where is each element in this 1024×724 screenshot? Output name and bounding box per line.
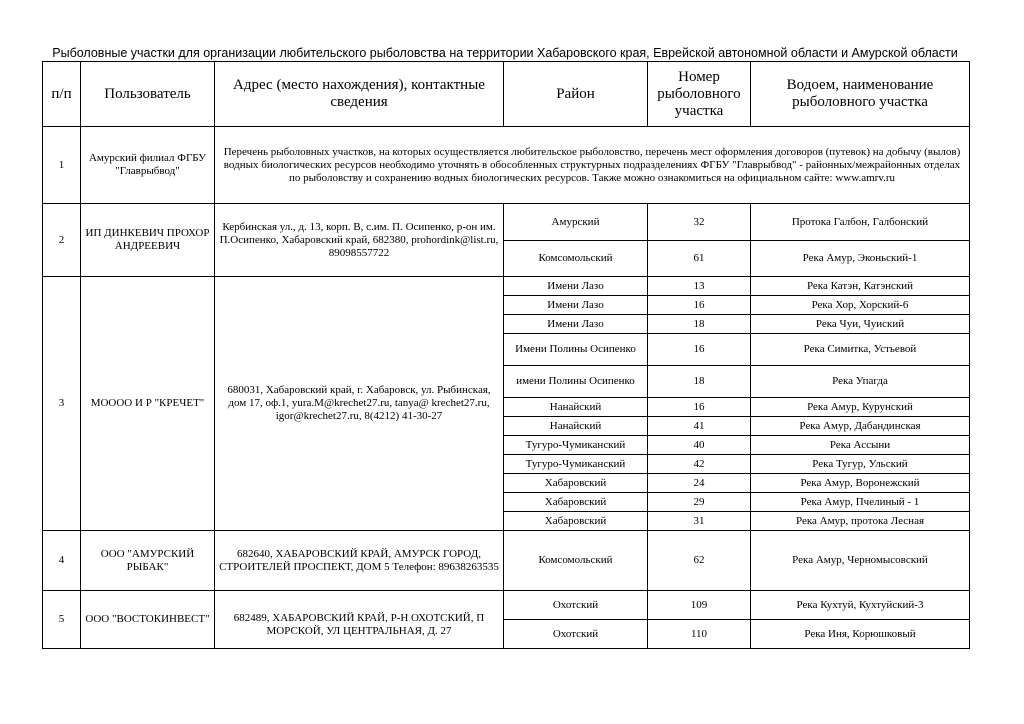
water-cell: Река Амур, протока Лесная	[751, 512, 970, 531]
water-cell: Река Амур, Черномысовский	[751, 531, 970, 591]
user-name: Амурский филиал ФГБУ "Главрыбвод"	[81, 127, 215, 204]
district-cell: Комсомольский	[504, 241, 648, 277]
plot-number-cell: 62	[648, 531, 751, 591]
row-number: 5	[43, 591, 81, 649]
address-cell: 682640, ХАБАРОВСКИЙ КРАЙ, АМУРСК ГОРОД, СТРОИТЕЛЕЙ ПРОСПЕКТ, ДОМ 5 Телефон: 89638263535	[215, 531, 504, 591]
header-user: Пользователь	[81, 62, 215, 127]
plot-number-cell: 42	[648, 455, 751, 474]
table-row	[43, 531, 970, 591]
row-number: 3	[43, 277, 81, 531]
table-row	[43, 277, 970, 296]
row-number: 4	[43, 531, 81, 591]
plot-number-cell: 18	[648, 315, 751, 334]
district-cell: Имени Лазо	[504, 296, 648, 315]
plot-number-cell: 61	[648, 241, 751, 277]
district-cell: Хабаровский	[504, 474, 648, 493]
water-cell: Река Катэн, Катэнский	[751, 277, 970, 296]
row-number: 2	[43, 204, 81, 277]
district-cell: Нанайский	[504, 398, 648, 417]
water-cell: Река Амур, Пчелиный - 1	[751, 493, 970, 512]
address-cell: 682489, ХАБАРОВСКИЙ КРАЙ, Р-Н ОХОТСКИЙ, П МОРСКОЙ, УЛ ЦЕНТРАЛЬНАЯ, Д. 27	[215, 591, 504, 649]
plot-number-cell: 16	[648, 334, 751, 366]
table-row	[43, 127, 970, 204]
plot-number-cell: 32	[648, 204, 751, 241]
water-cell: Река Амур, Воронежский	[751, 474, 970, 493]
header-district: Район	[504, 62, 648, 127]
user-name: ИП ДИНКЕВИЧ ПРОХОР АНДРЕЕВИЧ	[81, 204, 215, 277]
district-cell: Хабаровский	[504, 493, 648, 512]
district-cell: Имени Полины Осипенко	[504, 334, 648, 366]
district-cell: Охотский	[504, 620, 648, 649]
plot-number-cell: 40	[648, 436, 751, 455]
fishing-plots-table	[42, 61, 970, 649]
water-cell: Река Кухтуй, Кухтуйский-3	[751, 591, 970, 620]
user-name: МОООО И Р "КРЕЧЕТ"	[81, 277, 215, 531]
water-cell: Река Иня, Корюшковый	[751, 620, 970, 649]
table-row	[43, 591, 970, 620]
header-water: Водоем, наименование рыболовного участка	[751, 62, 970, 127]
plot-number-cell: 110	[648, 620, 751, 649]
district-cell: имени Полины Осипенко	[504, 366, 648, 398]
district-cell: Нанайский	[504, 417, 648, 436]
header-num: п/п	[43, 62, 81, 127]
water-cell: Река Хор, Хорский-6	[751, 296, 970, 315]
water-cell: Протока Галбон, Галбонский	[751, 204, 970, 241]
header-address: Адрес (место нахождения), контактные сведения	[215, 62, 504, 127]
address-cell: 680031, Хабаровский край, г. Хабаровск, ул. Рыбинская, дом 17, оф.1, yura.M@krechet27.ru, tanya@ krechet27.ru, igor@krechet27.ru, 8(4212) 41-30-27	[215, 277, 504, 531]
row-number: 1	[43, 127, 81, 204]
district-cell: Охотский	[504, 591, 648, 620]
district-cell: Хабаровский	[504, 512, 648, 531]
district-cell: Имени Лазо	[504, 277, 648, 296]
water-cell: Река Симитка, Устьевой	[751, 334, 970, 366]
header-row	[43, 62, 970, 127]
water-cell: Река Амур, Курунский	[751, 398, 970, 417]
page-title: Рыболовные участки для организации любительского рыболовства на территории Хабаровского края, Еврейской автономной области и Амурской области	[52, 46, 958, 60]
plot-number-cell: 41	[648, 417, 751, 436]
water-cell: Река Упагда	[751, 366, 970, 398]
plot-number-cell: 24	[648, 474, 751, 493]
plot-number-cell: 16	[648, 398, 751, 417]
district-cell: Амурский	[504, 204, 648, 241]
water-cell: Река Тугур, Ульский	[751, 455, 970, 474]
plot-number-cell: 29	[648, 493, 751, 512]
plot-number-cell: 16	[648, 296, 751, 315]
notice-text: Перечень рыболовных участков, на которых осуществляется любительское рыболовство, перечень мест оформления договоров (путевок) на добычу (вылов) водных биологических ресурсов необходимо уточнять в обособленных структурных подразделениях ФГБУ "Главрыбвод" - районных/межрайонных отделах по рыболовству и сохранению водных биологических ресурсов. Также можно ознакомиться на официальном сайте: www.amrv.ru	[215, 127, 970, 204]
plot-number-cell: 31	[648, 512, 751, 531]
district-cell: Имени Лазо	[504, 315, 648, 334]
header-plot-number: Номер рыболовного участка	[648, 62, 751, 127]
district-cell: Тугуро-Чумиканский	[504, 455, 648, 474]
water-cell: Река Чуи, Чуиский	[751, 315, 970, 334]
district-cell: Тугуро-Чумиканский	[504, 436, 648, 455]
water-cell: Река Амур, Эконьский-1	[751, 241, 970, 277]
district-cell: Комсомольский	[504, 531, 648, 591]
water-cell: Река Ассыни	[751, 436, 970, 455]
address-cell: Кербинская ул., д. 13, корп. В, с.им. П. Осипенко, р-он им. П.Осипенко, Хабаровский край, 682380, prohordink@list.ru, 89098557722	[215, 204, 504, 277]
plot-number-cell: 109	[648, 591, 751, 620]
user-name: ООО "АМУРСКИЙ РЫБАК"	[81, 531, 215, 591]
user-name: ООО "ВОСТОКИНВЕСТ"	[81, 591, 215, 649]
water-cell: Река Амур, Дабандинская	[751, 417, 970, 436]
table-row	[43, 204, 970, 241]
plot-number-cell: 13	[648, 277, 751, 296]
plot-number-cell: 18	[648, 366, 751, 398]
